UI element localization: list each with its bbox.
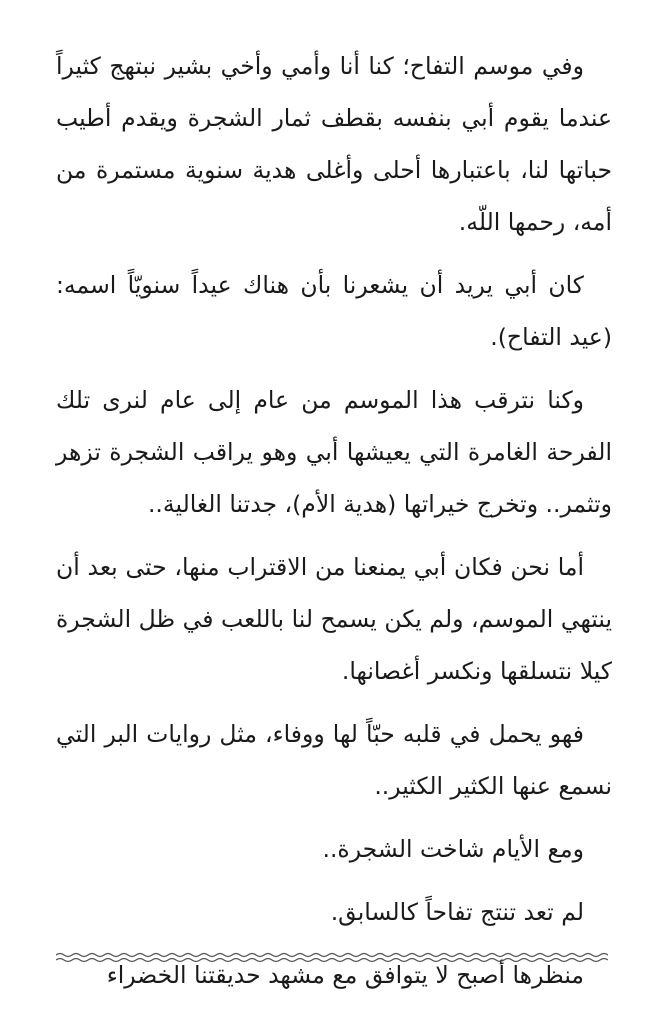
paragraph-apple-season: وفي موسم التفاح؛ كنا أنا وأمي وأخي بشير نبتهج كثيراً عندما يقوم أبي بنفسه بقطف ثمار الشجرة ويقدم أطيب حباتها لنا، باعتبارها أحلى وأغلى هدية سنوية مستمرة من أمه، رحمها اللّه. <box>56 52 612 236</box>
paragraph-tree-aged: ومع الأيام شاخت الشجرة.. <box>322 835 584 863</box>
wavy-divider-ornament <box>56 950 608 964</box>
paragraph-apple-festival: كان أبي يريد أن يشعرنا بأن هناك عيداً سنويّاً اسمه: (عيد التفاح). <box>56 271 612 351</box>
paragraph-forbidden-tree: أما نحن فكان أبي يمنعنا من الاقتراب منها، حتى بعد أن ينتهي الموسم، ولم يكن يسمح لنا باللعب في ظل الشجرة كيلا نتسلقها ونكسر أغصانها. <box>56 553 612 685</box>
paragraph-garden-view: منظرها أصبح لا يتوافق مع مشهد حديقتنا الخضراء <box>106 961 584 989</box>
paragraph-waiting-season: وكنا نترقب هذا الموسم من عام إلى عام لنرى تلك الفرحة الغامرة التي يعيشها أبي وهو يراقب الشجرة تزهر وتثمر.. وتخرج خيراتها (هدية الأم)، جدتنا الغالية.. <box>56 386 612 518</box>
paragraph-no-more-apples: لم تعد تنتج تفاحاً كالسابق. <box>330 898 584 926</box>
book-page <box>56 40 612 1012</box>
paragraph-love-loyalty: فهو يحمل في قلبه حبّاً لها ووفاء، مثل روايات البر التي نسمع عنها الكثير الكثير.. <box>56 720 612 800</box>
